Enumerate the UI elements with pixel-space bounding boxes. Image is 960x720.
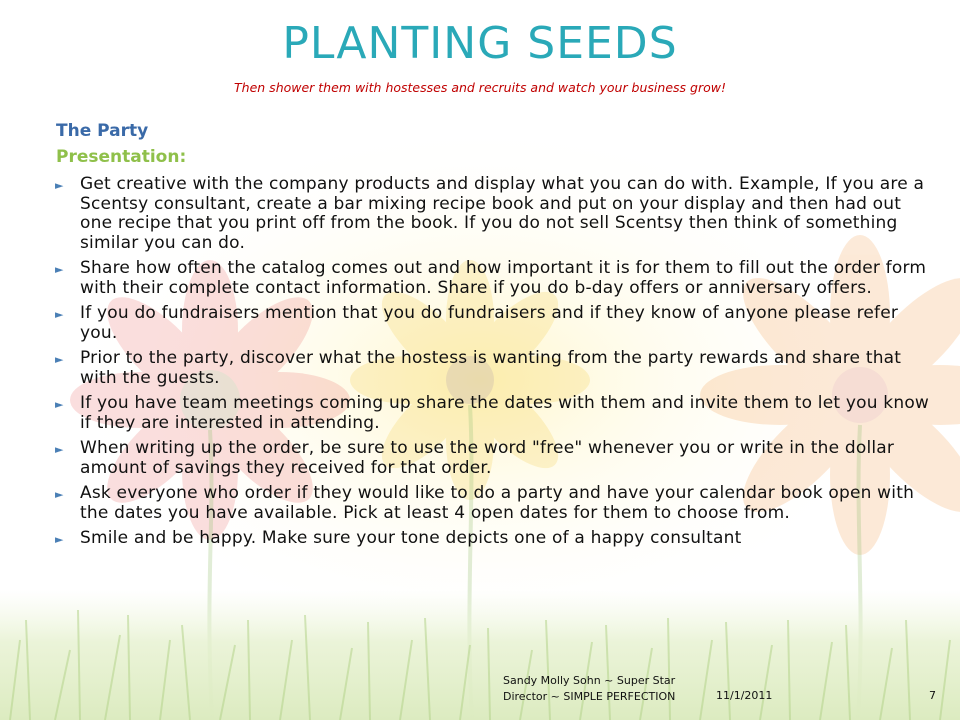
bullet-text: When writing up the order, be sure to use the word "free" whenever you or write in the dollar amount of savings they received for that order. [80, 438, 895, 478]
triangle-bullet-icon: ► [55, 308, 64, 321]
bullet-text: If you do fundraisers mention that you do fundraisers and if they know of anyone please refer you. [80, 303, 899, 343]
section-heading-party: The Party [56, 121, 149, 141]
bullet-text: Prior to the party, discover what the hostess is wanting from the party rewards and share that with the guests. [80, 348, 902, 388]
section-heading-presentation: Presentation: [56, 147, 187, 167]
bullet-list [54, 175, 934, 555]
bullet-text: Share how often the catalog comes out and how important it is for them to fill out the order form with their complete contact information. Share if you do b-day offers or anniversary offers. [80, 258, 927, 298]
slide-subtitle: Then shower them with hostesses and recruits and watch your business grow! [234, 80, 726, 95]
slide-number: 7 [929, 689, 936, 702]
bullet-item [54, 259, 934, 298]
bullet-item [54, 439, 934, 478]
bullet-text: Smile and be happy. Make sure your tone depicts one of a happy consultant [80, 528, 742, 548]
bullet-item [54, 394, 934, 433]
triangle-bullet-icon: ► [55, 533, 64, 546]
bullet-text: If you have team meetings coming up share the dates with them and invite them to let you know if they are interested in attending. [80, 393, 930, 433]
triangle-bullet-icon: ► [55, 179, 64, 192]
footer-author-line1: Sandy Molly Sohn ~ Super Star [503, 674, 676, 687]
triangle-bullet-icon: ► [55, 263, 64, 276]
footer-date: 11/1/2011 [716, 689, 773, 702]
bullet-item [54, 484, 934, 523]
bullet-text: Get creative with the company products and display what you can do with. Example, If you are a Scentsy consultant, create a bar mixing recipe book and put on your display and then had out one recipe that you print off from the book. If you do not sell Scentsy then think of something similar you can do. [80, 174, 925, 253]
footer-author [503, 673, 675, 705]
triangle-bullet-icon: ► [55, 443, 64, 456]
bullet-item [54, 175, 934, 253]
bullet-text: Ask everyone who order if they would like to do a party and have your calendar book open with the dates you have available. Pick at least 4 open dates for them to choose from. [80, 483, 915, 523]
bullet-item [54, 349, 934, 388]
triangle-bullet-icon: ► [55, 398, 64, 411]
triangle-bullet-icon: ► [55, 488, 64, 501]
footer-author-line2: Director ~ SIMPLE PERFECTION [503, 690, 676, 703]
triangle-bullet-icon: ► [55, 353, 64, 366]
bullet-item [54, 529, 934, 549]
bullet-item [54, 304, 934, 343]
slide-title: PLANTING SEEDS [282, 18, 678, 69]
